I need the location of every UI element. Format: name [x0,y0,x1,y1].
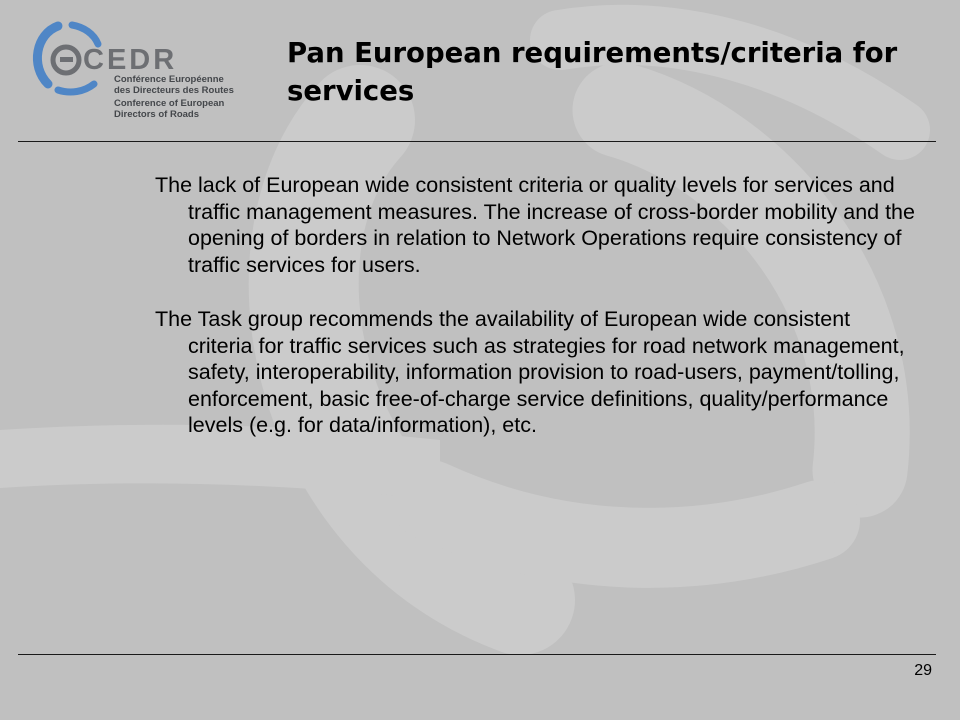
logo-line-2: des Directeurs des Routes [114,85,234,96]
logo-acronym: CEDR [83,44,178,76]
cedr-logo [28,20,258,120]
slide-title: Pan European requirements/criteria for services [287,37,898,107]
page-number: 29 [914,662,932,679]
footer-divider [18,654,936,655]
body-paragraph-2: The Task group recommends the availability of European wide consistent criteria for traffic services such as strategies for road network management, safety, interoperability, information provision to road-users, payment/tolling, enforcement, basic free-of-charge service definitions, quality/performance levels (e.g. for data/information), etc. [155,307,905,437]
body-paragraph-1: The lack of European wide consistent criteria or quality levels for services and traffic management measures. The increase of cross-border mobility and the opening of borders in relation to Network Operations require consistency of traffic services for users. [155,173,915,277]
logo-line-4: Directors of Roads [114,109,199,120]
logo-line-3: Conference of European [114,98,225,109]
title-divider [18,141,936,142]
slide-body [155,172,915,467]
logo-line-1: Conférence Européenne [114,74,224,85]
